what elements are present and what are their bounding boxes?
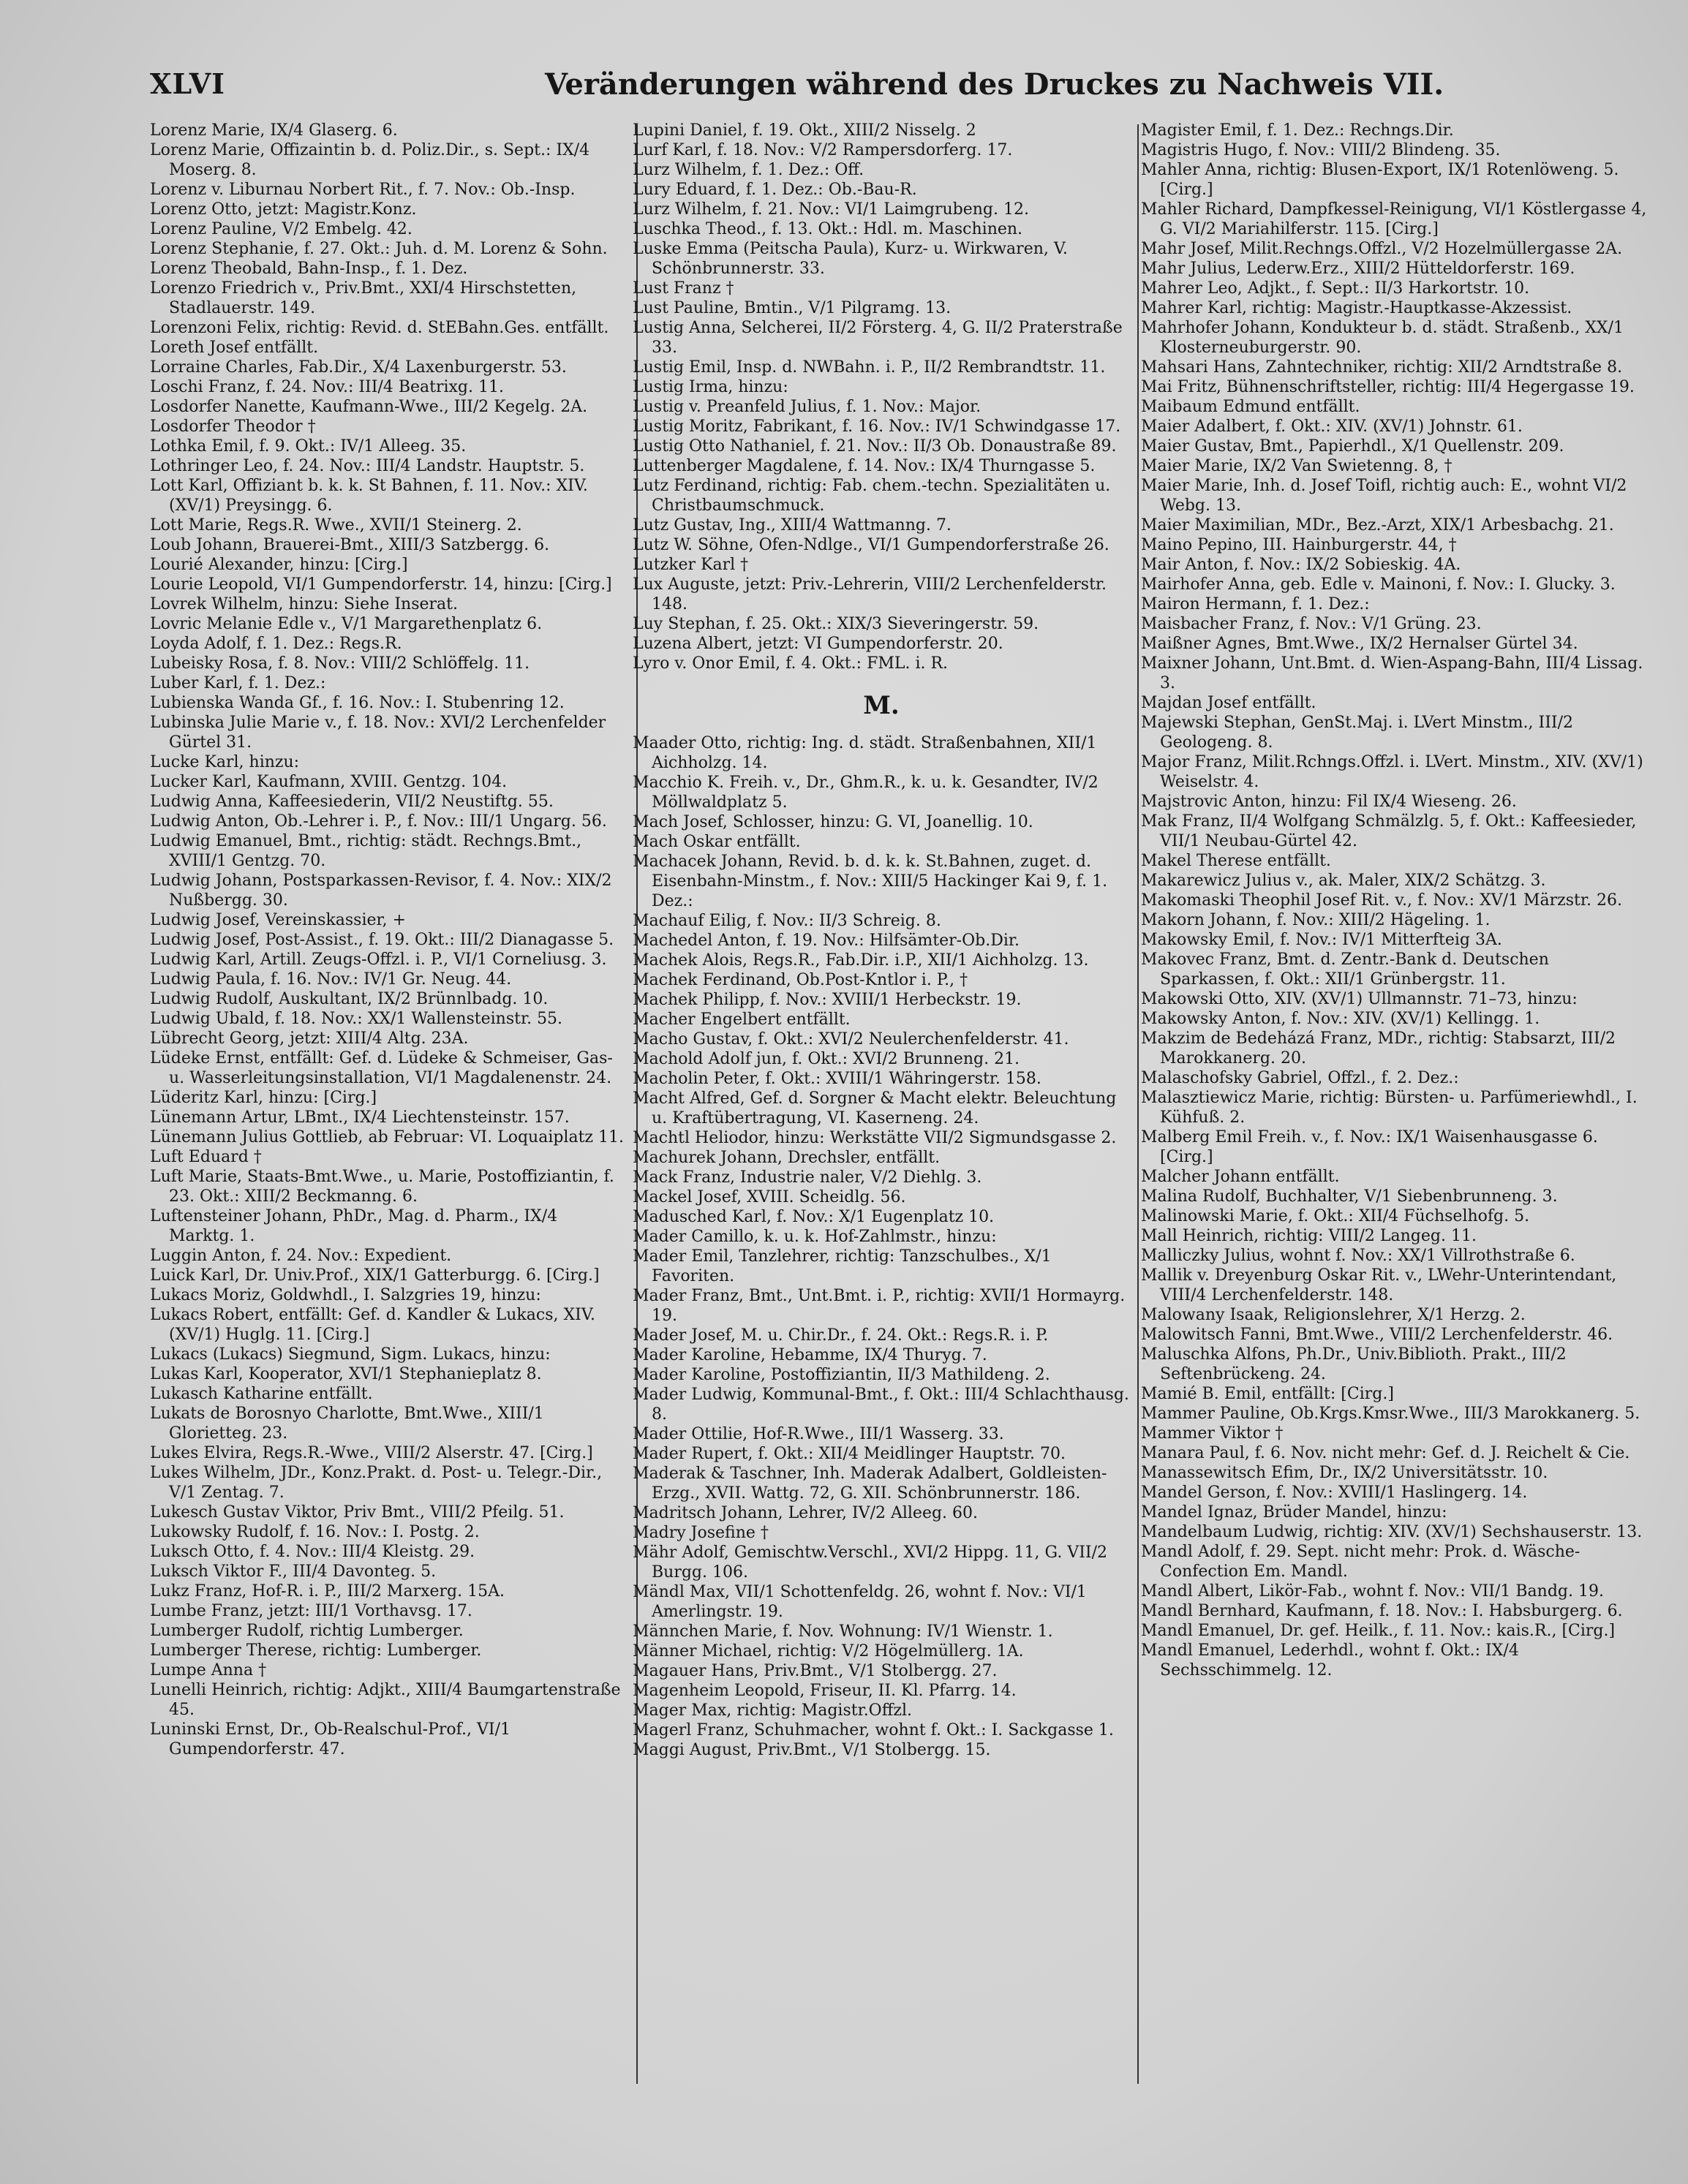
directory-entry: Luft Eduard † [150,1148,262,1166]
directory-entry: Mai Fritz, Bühnenschriftsteller, richtig: III/4 Hegergasse 19. [1141,378,1635,396]
directory-entry: Lorenz Stephanie, f. 27. Okt.: Juh. d. M. Lorenz & Sohn. [150,240,608,258]
directory-entry: Lustig Moritz, Fabrikant, f. 16. Nov.: IV/1 Schwindgasse 17. [633,417,1121,436]
directory-entry: Ludwig Johann, Postsparkassen-Revisor, f. 4. Nov.: XIX/2 Nußbergg. 30. [150,872,612,910]
directory-entry: Malaschofsky Gabriel, Offzl., f. 2. Dez.: [1141,1069,1459,1087]
directory-entry: Lorenz Marie, IX/4 Glaserg. 6. [150,121,398,140]
directory-entry: Mader Camillo, k. u. k. Hof-Zahlmstr., hinzu: [633,1228,997,1246]
directory-entry: Lünemann Julius Gottlieb, ab Februar: VI. Loquaiplatz 11. [150,1128,625,1146]
directory-entry: Luber Karl, f. 1. Dez.: [150,674,326,692]
directory-entry: Luick Karl, Dr. Univ.Prof., XIX/1 Gatterburgg. 6. [Cirg.] [150,1266,600,1285]
directory-entry: Lumpe Anna † [150,1661,267,1679]
directory-entry: Makel Therese entfällt. [1141,852,1331,870]
column-right [1141,121,1653,2168]
directory-entry: Mandel Gerson, f. Nov.: XVIII/1 Haslingerg. 14. [1141,1484,1528,1502]
directory-entry: Magistris Hugo, f. Nov.: VIII/2 Blindeng. 35. [1141,141,1501,159]
directory-entry: Lüderitz Karl, hinzu: [Cirg.] [150,1089,377,1107]
column-middle [633,121,1130,2168]
directory-entry: Mandelbaum Ludwig, richtig: XIV. (XV/1) Sechshauserstr. 13. [1141,1523,1643,1541]
directory-entry: Maggi August, Priv.Bmt., V/1 Stolbergg. 15. [633,1741,991,1759]
running-title: Veränderungen während des Druckes zu Nachweis VII. [545,67,1444,102]
directory-entry: Maluschka Alfons, Ph.Dr., Univ.Biblioth. Prakt., III/2 Seftenbrückeng. 24. [1141,1345,1567,1383]
directory-entry: Mader Ottilie, Hof-R.Wwe., III/1 Wasserg. 33. [633,1425,1004,1443]
directory-entry: Losdorfer Theodor † [150,417,316,436]
directory-entry: Madry Josefine † [633,1524,769,1542]
directory-entry: Loyda Adolf, f. 1. Dez.: Regs.R. [150,635,402,653]
directory-entry: Lucke Karl, hinzu: [150,753,300,771]
directory-entry: Ludwig Josef, Post-Assist., f. 19. Okt.: III/2 Dianagasse 5. [150,931,614,949]
directory-entry: Lumbe Franz, jetzt: III/1 Vorthavsg. 17. [150,1602,472,1620]
directory-entry: Mahler Richard, Dampfkessel-Reinigung, VI/1 Köstlergasse 4, G. VI/2 Mariahilferstr. 115. [Cirg.] [1141,200,1647,238]
column-left [150,121,625,2168]
directory-entry: Lukacs (Lukacs) Siegmund, Sigm. Lukacs, hinzu: [150,1345,551,1364]
directory-entry: Maixner Johann, Unt.Bmt. d. Wien-Aspang-Bahn, III/4 Lissag. 3. [1141,654,1643,692]
directory-entry: Lubinska Julie Marie v., f. 18. Nov.: XVI/2 Lerchenfelder Gürtel 31. [150,714,606,752]
directory-entry: Lorenz Pauline, V/2 Embelg. 42. [150,220,412,238]
directory-entry: Lustig Anna, Selcherei, II/2 Försterg. 4, G. II/2 Praterstraße 33. [633,319,1123,357]
directory-entry: Mahrer Leo, Adjkt., f. Sept.: II/3 Harkortstr. 10. [1141,279,1530,298]
directory-entry: Mager Max, richtig: Magistr.Offzl. [633,1701,912,1720]
directory-entry: Lumberger Therese, richtig: Lumberger. [150,1641,482,1660]
directory-entry: Loreth Josef entfällt. [150,339,319,357]
directory-entry: Lurf Karl, f. 18. Nov.: V/2 Rampersdorferg. 17. [633,141,1013,159]
directory-entry: Makowsky Emil, f. Nov.: IV/1 Mitterfteig 3A. [1141,931,1502,949]
directory-entry: Lukesch Gustav Viktor, Priv Bmt., VIII/2 Pfeilg. 51. [150,1503,565,1522]
directory-entry: Machedel Anton, f. 19. Nov.: Hilfsämter-Ob.Dir. [633,932,1020,950]
directory-entry: Macht Alfred, Gef. d. Sorgner & Macht elektr. Beleuchtung u. Kraftübertragung, VI. Kaserneng. 24. [633,1089,1117,1127]
directory-entry: Makowsky Anton, f. Nov.: XIV. (XV/1) Kellingg. 1. [1141,1010,1540,1028]
directory-entry: Mak Franz, II/4 Wolfgang Schmälzlg. 5, f. Okt.: Kaffeesieder, VII/1 Neubau-Gürtel 42. [1141,812,1637,850]
directory-entry: Lott Karl, Offiziant b. k. k. St Bahnen, f. 11. Nov.: XIV. (XV/1) Preysingg. 6. [150,477,588,515]
directory-entry: Machurek Johann, Drechsler, entfällt. [633,1149,941,1167]
directory-entry: Maier Adalbert, f. Okt.: XIV. (XV/1) Johnstr. 61. [1141,417,1523,436]
directory-entry: Lury Eduard, f. 1. Dez.: Ob.-Bau-R. [633,181,917,199]
directory-entry: Mahr Josef, Milit.Rechngs.Offzl., V/2 Hozelmüllergasse 2A. [1141,240,1623,258]
column-divider [1137,124,1139,2084]
directory-entry: Männchen Marie, f. Nov. Wohnung: IV/1 Wienstr. 1. [633,1622,1053,1641]
directory-entry: Lukes Wilhelm, JDr., Konz.Prakt. d. Post- u. Telegr.-Dir., V/1 Zentag. 7. [150,1464,603,1502]
directory-entry: Lustig Irma, hinzu: [633,378,788,396]
directory-entry: Malliczky Julius, wohnt f. Nov.: XX/1 Villrothstraße 6. [1141,1247,1575,1265]
directory-entry: Luttenberger Magdalene, f. 14. Nov.: IX/4 Thurngasse 5. [633,457,1096,475]
directory-entry: Lourie Leopold, VI/1 Gumpendorferstr. 14, hinzu: [Cirg.] [150,575,612,594]
directory-entry: Malberg Emil Freih. v., f. Nov.: IX/1 Waisenhausgasse 6. [Cirg.] [1141,1128,1598,1166]
directory-entry: Luggin Anton, f. 24. Nov.: Expedient. [150,1247,452,1265]
directory-entry: Lyro v. Onor Emil, f. 4. Okt.: FML. i. R. [633,654,949,673]
directory-entry: Mandl Bernhard, Kaufmann, f. 18. Nov.: I. Habsburgerg. 6. [1141,1602,1623,1620]
directory-entry: Ludwig Anna, Kaffeesiederin, VII/2 Neustiftg. 55. [150,793,554,811]
directory-entry: Luksch Viktor F., III/4 Davonteg. 5. [150,1563,437,1581]
directory-entry: Maier Gustav, Bmt., Papierhdl., X/1 Quellenstr. 209. [1141,437,1564,456]
directory-entry: Mandl Emanuel, Dr. gef. Heilk., f. 11. Nov.: kais.R., [Cirg.] [1141,1622,1616,1640]
directory-entry: Lukacs Moriz, Goldwhdl., I. Salzgries 19, hinzu: [150,1286,541,1304]
directory-entry: Mairon Hermann, f. 1. Dez.: [1141,595,1370,613]
section-heading: M. [863,691,900,720]
directory-entry: Mack Franz, Industrie naler, V/2 Diehlg. 3. [633,1168,982,1187]
directory-entry: Makowski Otto, XIV. (XV/1) Ullmannstr. 71–73, hinzu: [1141,990,1578,1008]
directory-entry: Lustig v. Preanfeld Julius, f. 1. Nov.: Major. [633,398,981,416]
directory-entry: Macho Gustav, f. Okt.: XVI/2 Neulerchenfelderstr. 41. [633,1030,1069,1048]
directory-entry: Lorraine Charles, Fab.Dir., X/4 Laxenburgerstr. 53. [150,358,567,377]
directory-entry: Mairhofer Anna, geb. Edle v. Mainoni, f. Nov.: I. Glucky. 3. [1141,575,1616,594]
directory-entry: Ludwig Karl, Artill. Zeugs-Offzl. i. P., VI/1 Corneliusg. 3. [150,951,607,969]
directory-entry: Machek Philipp, f. Nov.: XVIII/1 Herbeckstr. 19. [633,991,1022,1009]
directory-entry: Macholin Peter, f. Okt.: XVIII/1 Währingerstr. 158. [633,1070,1041,1088]
directory-entry: Lovrek Wilhelm, hinzu: Siehe Inserat. [150,595,458,613]
directory-entry: Makomaski Theophil Josef Rit. v., f. Nov.: XV/1 Märzstr. 26. [1141,891,1622,910]
directory-entry: Lukacs Robert, entfällt: Gef. d. Kandler & Lukacs, XIV. (XV/1) Huglg. 11. [Cirg.] [150,1306,595,1344]
directory-entry: Mader Ludwig, Kommunal-Bmt., f. Okt.: III/4 Schlachthausg. 8. [633,1386,1129,1424]
directory-entry: Lukz Franz, Hof-R. i. P., III/2 Marxerg. 15A. [150,1582,505,1601]
directory-entry: Lustig Emil, Insp. d. NWBahn. i. P., II/2 Rembrandtstr. 11. [633,358,1106,377]
directory-entry: Maißner Agnes, Bmt.Wwe., IX/2 Hernalser Gürtel 34. [1141,635,1578,653]
directory-entry: Magenheim Leopold, Friseur, II. Kl. Pfarrg. 14. [633,1682,1017,1700]
directory-entry: Maisbacher Franz, f. Nov.: V/1 Grüng. 23. [1141,615,1482,633]
directory-entry: Lübrecht Georg, jetzt: XIII/4 Altg. 23A. [150,1029,469,1048]
directory-entry: Lott Marie, Regs.R. Wwe., XVII/1 Steinerg. 2. [150,516,522,534]
directory-entry: Mandl Emanuel, Lederhdl., wohnt f. Okt.: IX/4 Sechsschimmelg. 12. [1141,1641,1519,1679]
directory-entry: Lucker Karl, Kaufmann, XVIII. Gentzg. 104. [150,773,508,791]
directory-entry: Ludwig Rudolf, Auskultant, IX/2 Brünnlbadg. 10. [150,990,549,1008]
directory-entry: Lovric Melanie Edle v., V/1 Margarethenplatz 6. [150,615,543,633]
directory-entry: Makarewicz Julius v., ak. Maler, XIX/2 Schätzg. 3. [1141,872,1546,890]
directory-entry: Mader Franz, Bmt., Unt.Bmt. i. P., richtig: XVII/1 Hormayrg. 19. [633,1287,1126,1325]
directory-entry: Manassewitsch Efim, Dr., IX/2 Universitätsstr. 10. [1141,1464,1548,1482]
column-middle-bottom [633,733,1130,1760]
directory-entry: Machtl Heliodor, hinzu: Werkstätte VII/2 Sigmundsgasse 2. [633,1129,1117,1147]
directory-entry: Mandl Adolf, f. 29. Sept. nicht mehr: Prok. d. Wäsche-Confection Em. Mandl. [1141,1543,1580,1581]
directory-entry: Mandel Ignaz, Brüder Mandel, hinzu: [1141,1503,1447,1522]
directory-entry: Lutz Ferdinand, richtig: Fab. chem.-techn. Spezialitäten u. Christbaumschmuck. [633,477,1111,515]
directory-entry: Maier Maximilian, MDr., Bez.-Arzt, XIX/1 Arbesbachg. 21. [1141,516,1614,534]
directory-entry: Ludwig Emanuel, Bmt., richtig: städt. Rechngs.Bmt., XVIII/1 Gentzg. 70. [150,832,582,870]
directory-entry: Luske Emma (Peitscha Paula), Kurz- u. Wirkwaren, V. Schönbrunnerstr. 33. [633,240,1068,278]
directory-entry: Macchio K. Freih. v., Dr., Ghm.R., k. u. k. Gesandter, IV/2 Möllwaldplatz 5. [633,774,1099,812]
directory-entry: Machold Adolf jun, f. Okt.: XVI/2 Brunneng. 21. [633,1050,1020,1068]
directory-entry: Losdorfer Nanette, Kaufmann-Wwe., III/2 Kegelg. 2A. [150,398,588,416]
directory-entry: Lurz Wilhelm, f. 1. Dez.: Off. [633,161,864,179]
directory-entry: Lux Auguste, jetzt: Priv.-Lehrerin, VIII/2 Lerchenfelderstr. 148. [633,575,1107,613]
directory-entry: Lutz Gustav, Ing., XIII/4 Wattmanng. 7. [633,516,952,534]
directory-entry: Lorenzoni Felix, richtig: Revid. d. StEBahn.Ges. entfällt. [150,319,609,337]
directory-entry: Lubienska Wanda Gf., f. 16. Nov.: I. Stubenring 12. [150,694,565,712]
directory-entry: Machek Ferdinand, Ob.Post-Kntlor i. P., † [633,971,968,989]
directory-entry: Lourié Alexander, hinzu: [Cirg.] [150,556,408,574]
directory-entry: Luzena Albert, jetzt: VI Gumpendorferstr. 20. [633,635,1003,653]
directory-entry: Major Franz, Milit.Rchngs.Offzl. i. LVert. Minstm., XIV. (XV/1) Weiselstr. 4. [1141,753,1643,791]
page-number: XLVI [150,67,225,100]
directory-entry: Mahsari Hans, Zahntechniker, richtig: XII/2 Arndtstraße 8. [1141,358,1623,377]
directory-entry: Lorenzo Friedrich v., Priv.Bmt., XXI/4 Hirschstetten, Stadlauerstr. 149. [150,279,577,317]
directory-entry: Lust Franz † [633,279,734,298]
directory-entry: Lorenz Theobald, Bahn-Insp., f. 1. Dez. [150,260,468,278]
directory-entry: Ludwig Anton, Ob.-Lehrer i. P., f. Nov.: III/1 Ungarg. 56. [150,812,607,831]
directory-entry: Malowitsch Fanni, Bmt.Wwe., VIII/2 Lerchenfelderstr. 46. [1141,1326,1613,1344]
directory-entry: Mahler Anna, richtig: Blusen-Export, IX/1 Rotenlöweng. 5. [Cirg.] [1141,161,1619,199]
directory-entry: Luft Marie, Staats-Bmt.Wwe., u. Marie, Postoffiziantin, f. 23. Okt.: XIII/2 Beckmanng. 6. [150,1168,614,1206]
directory-entry: Lutz W. Söhne, Ofen-Ndlge., VI/1 Gumpendorferstraße 26. [633,536,1109,554]
directory-entry: Luninski Ernst, Dr., Ob-Realschul-Prof., VI/1 Gumpendorferstr. 47. [150,1720,510,1758]
directory-entry: Mach Oskar entfällt. [633,833,801,851]
directory-entry: Lukas Karl, Kooperator, XVI/1 Stephanieplatz 8. [150,1365,542,1383]
directory-entry: Macher Engelbert entfällt. [633,1010,851,1029]
directory-entry: Ludwig Josef, Vereinskassier, + [150,911,407,929]
directory-entry: Lothka Emil, f. 9. Okt.: IV/1 Alleeg. 35. [150,437,467,456]
directory-entry: Mackel Josef, XVIII. Scheidlg. 56. [633,1188,906,1206]
directory-entry: Mader Karoline, Postoffiziantin, II/3 Mathildeng. 2. [633,1366,1050,1384]
directory-entry: Ludwig Paula, f. 16. Nov.: IV/1 Gr. Neug. 44. [150,970,512,989]
directory-entry: Maino Pepino, III. Hainburgerstr. 44, † [1141,536,1457,554]
directory-entry: Lust Pauline, Bmtin., V/1 Pilgramg. 13. [633,299,952,317]
directory-entry: Machek Alois, Regs.R., Fab.Dir. i.P., XII/1 Aichholzg. 13. [633,951,1089,970]
directory-entry: Mader Emil, Tanzlehrer, richtig: Tanzschulbes., X/1 Favoriten. [633,1247,1052,1285]
directory-entry: Luksch Otto, f. 4. Nov.: III/4 Kleistg. 29. [150,1543,475,1561]
directory-entry: Maier Marie, Inh. d. Josef Toifl, richtig auch: E., wohnt VI/2 Webg. 13. [1141,477,1627,515]
directory-entry: Malinowski Marie, f. Okt.: XII/4 Füchselhofg. 5. [1141,1207,1530,1225]
directory-entry: Mallik v. Dreyenburg Oskar Rit. v., LWehr-Unterintendant, VIII/4 Lerchenfelderstr. 148. [1141,1266,1617,1304]
directory-entry: Luftensteiner Johann, PhDr., Mag. d. Pharm., IX/4 Marktg. 1. [150,1207,558,1245]
directory-entry: Malina Rudolf, Buchhalter, V/1 Siebenbrunneng. 3. [1141,1187,1558,1206]
directory-entry: Loschi Franz, f. 24. Nov.: III/4 Beatrixg. 11. [150,378,504,396]
directory-entry: Mähr Adolf, Gemischtw.Verschl., XVI/2 Hippg. 11, G. VII/2 Burgg. 106. [633,1543,1107,1582]
directory-entry: Maderak & Taschner, Inh. Maderak Adalbert, Goldleisten-Erzg., XVII. Wattg. 72, G. XII. Schönbrunnerstr. 186. [633,1465,1107,1503]
directory-entry: Lorenz Otto, jetzt: Magistr.Konz. [150,200,417,219]
directory-entry: Luy Stephan, f. 25. Okt.: XIX/3 Sieveringerstr. 59. [633,615,1039,633]
directory-entry: Lorenz v. Liburnau Norbert Rit., f. 7. Nov.: Ob.-Insp. [150,181,576,199]
directory-entry: Machauf Eilig, f. Nov.: II/3 Schreig. 8. [633,912,941,930]
directory-entry: Makovec Franz, Bmt. d. Zentr.-Bank d. Deutschen Sparkassen, f. Okt.: XII/1 Grünbergstr. 11. [1141,951,1549,989]
directory-entry: Lüdeke Ernst, entfällt: Gef. d. Lüdeke & Schmeiser, Gas- u. Wasserleitungsinstallation, VI/1 Magdalenenstr. 24. [150,1049,613,1087]
directory-entry: Lunelli Heinrich, richtig: Adjkt., XIII/4 Baumgartenstraße 45. [150,1681,621,1719]
directory-entry: Lukes Elvira, Regs.R.-Wwe., VIII/2 Alserstr. 47. [Cirg.] [150,1444,593,1462]
page-header [150,67,1576,118]
directory-entry: Lubeisky Rosa, f. 8. Nov.: VIII/2 Schlöffelg. 11. [150,654,530,673]
directory-entry: Lorenz Marie, Offizaintin b. d. Poliz.Dir., s. Sept.: IX/4 Moserg. 8. [150,141,590,179]
directory-entry: Mader Josef, M. u. Chir.Dr., f. 24. Okt.: Regs.R. i. P. [633,1326,1049,1345]
directory-entry: Mader Karoline, Hebamme, IX/4 Thuryg. 7. [633,1346,987,1364]
directory-entry: Mall Heinrich, richtig: VIII/2 Langeg. 11. [1141,1227,1477,1245]
directory-entry: Männer Michael, richtig: V/2 Högelmüllerg. 1A. [633,1642,1024,1660]
directory-entry: Majdan Josef entfällt. [1141,694,1316,712]
directory-entry: Lustig Otto Nathaniel, f. 21. Nov.: II/3 Ob. Donaustraße 89. [633,437,1117,456]
directory-entry: Makzim de Bedeházá Franz, MDr., richtig: Stabsarzt, III/2 Marokkanerg. 20. [1141,1029,1616,1068]
directory-entry: Lupini Daniel, f. 19. Okt., XIII/2 Nisselg. 2 [633,121,976,140]
directory-entry: Mair Anton, f. Nov.: IX/2 Sobieskig. 4A. [1141,556,1461,574]
directory-entry: Mandl Albert, Likör-Fab., wohnt f. Nov.: VII/1 Bandg. 19. [1141,1582,1604,1601]
directory-entry: Lukasch Katharine entfällt. [150,1385,373,1403]
directory-entry: Magauer Hans, Priv.Bmt., V/1 Stolbergg. 27. [633,1662,998,1680]
directory-entry: Lukats de Borosnyo Charlotte, Bmt.Wwe., XIII/1 Glorietteg. 23. [150,1405,544,1443]
directory-entry: Mändl Max, VII/1 Schottenfeldg. 26, wohnt f. Nov.: VI/1 Amerlingstr. 19. [633,1583,1087,1621]
directory-entry: Lumberger Rudolf, richtig Lumberger. [150,1622,464,1640]
directory-entry: Ludwig Ubald, f. 18. Nov.: XX/1 Wallensteinstr. 55. [150,1010,563,1028]
directory-entry: Maibaum Edmund entfällt. [1141,398,1360,416]
directory-entry: Manara Paul, f. 6. Nov. nicht mehr: Gef. d. J. Reichelt & Cie. [1141,1444,1630,1462]
directory-entry: Mahr Julius, Lederw.Erz., XIII/2 Hütteldorferstr. 169. [1141,260,1575,278]
directory-entry: Mammer Viktor † [1141,1424,1284,1443]
directory-entry: Lothringer Leo, f. 24. Nov.: III/4 Landstr. Hauptstr. 5. [150,457,585,475]
directory-entry: Mader Rupert, f. Okt.: XII/4 Meidlinger Hauptstr. 70. [633,1445,1066,1463]
directory-entry: Magerl Franz, Schuhmacher, wohnt f. Okt.: I. Sackgasse 1. [633,1721,1114,1739]
directory-entry: Madusched Karl, f. Nov.: X/1 Eugenplatz 10. [633,1208,995,1226]
directory-entry: Mahrhofer Johann, Kondukteur b. d. städt. Straßenb., XX/1 Klosterneuburgerstr. 90. [1141,319,1624,357]
directory-entry: Mammer Pauline, Ob.Krgs.Kmsr.Wwe., III/3 Marokkanerg. 5. [1141,1405,1640,1423]
directory-entry: Lurz Wilhelm, f. 21. Nov.: VI/1 Laimgrubeng. 12. [633,200,1029,219]
directory-entry: Machacek Johann, Revid. b. d. k. k. St.Bahnen, zuget. d. Eisenbahn-Minstm., f. Nov.: XIII/5 Hackinger Kai 9, f. 1. Dez.: [633,853,1108,910]
directory-entry: Lutzker Karl † [633,556,749,574]
directory-entry: Maier Marie, IX/2 Van Swietenng. 8, † [1141,457,1452,475]
directory-entry: Maader Otto, richtig: Ing. d. städt. Straßenbahnen, XII/1 Aichholzg. 14. [633,734,1097,772]
directory-entry: Malasztiewicz Marie, richtig: Bürsten- u. Parfümeriewhdl., I. Kühfuß. 2. [1141,1089,1638,1127]
directory-entry: Majewski Stephan, GenSt.Maj. i. LVert Minstm., III/2 Geologeng. 8. [1141,714,1573,752]
directory-entry: Makorn Johann, f. Nov.: XIII/2 Hägeling. 1. [1141,911,1491,929]
directory-entry: Loub Johann, Brauerei-Bmt., XIII/3 Satzbergg. 6. [150,536,550,554]
directory-entry: Malowany Isaak, Religionslehrer, X/1 Herzg. 2. [1141,1306,1526,1324]
directory-entry: Luschka Theod., f. 13. Okt.: Hdl. m. Maschinen. [633,220,1023,238]
directory-entry: Lukowsky Rudolf, f. 16. Nov.: I. Postg. 2. [150,1523,480,1541]
column-middle-top [633,121,1130,673]
directory-entry: Mamié B. Emil, entfällt: [Cirg.] [1141,1385,1394,1403]
directory-entry: Mahrer Karl, richtig: Magistr.-Hauptkasse-Akzessist. [1141,299,1572,317]
directory-entry: Mach Josef, Schlosser, hinzu: G. VI, Joanellig. 10. [633,813,1033,831]
directory-entry: Madritsch Johann, Lehrer, IV/2 Alleeg. 60. [633,1504,979,1522]
directory-entry: Magister Emil, f. 1. Dez.: Rechngs.Dir. [1141,121,1454,140]
directory-entry: Majstrovic Anton, hinzu: Fil IX/4 Wieseng. 26. [1141,793,1517,811]
directory-entry: Malcher Johann entfällt. [1141,1168,1340,1186]
directory-entry: Lünemann Artur, LBmt., IX/4 Liechtensteinstr. 157. [150,1108,570,1127]
